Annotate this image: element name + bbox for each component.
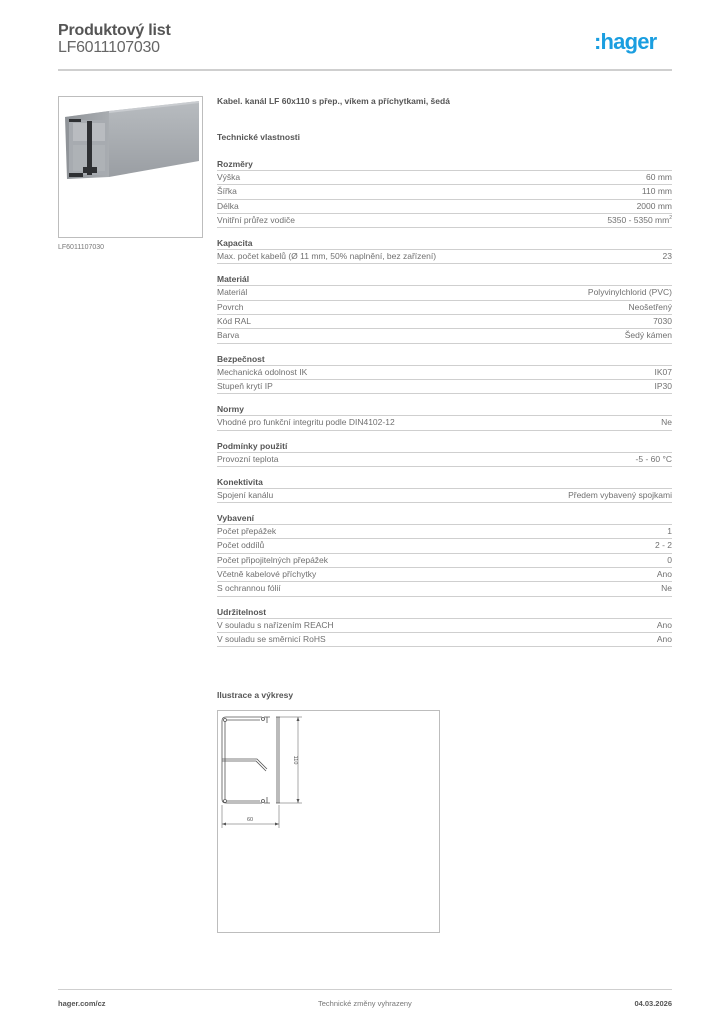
spec-label: Stupeň krytí IP — [217, 380, 273, 391]
spec-section — [217, 273, 672, 343]
spec-label: Včetně kabelové příchytky — [217, 569, 317, 580]
spec-value-text: 2000 mm — [636, 200, 672, 211]
spec-label: Povrch — [217, 301, 244, 312]
spec-label: S ochrannou fólií — [217, 583, 281, 594]
spec-label: Materiál — [217, 287, 248, 298]
spec-value — [625, 329, 672, 342]
spec-value-text: Šedý kámen — [624, 330, 672, 341]
disclaimer: Technické změny vyhrazeny — [318, 999, 412, 1008]
spec-row — [217, 171, 672, 185]
spec-label: Počet oddílů — [217, 540, 265, 551]
height-dimension-label: 110 — [292, 755, 298, 765]
spec-value-text: Ne — [661, 583, 672, 594]
spec-value — [636, 453, 672, 466]
spec-label: Vnitřní průřez vodiče — [217, 214, 295, 225]
spec-value-text: -5 - 60 °C — [635, 453, 672, 464]
spec-row — [217, 214, 672, 228]
spec-label: Šířka — [217, 186, 237, 197]
spec-value — [568, 489, 672, 502]
product-image-caption: LF6011107030 — [58, 244, 105, 251]
spec-row — [217, 185, 672, 199]
spec-section — [217, 606, 672, 648]
document-title: Produktový list — [58, 22, 171, 39]
spec-label: V souladu s nařízením REACH — [217, 619, 334, 630]
spec-section — [217, 440, 672, 467]
spec-row — [217, 301, 672, 315]
spec-label: Vhodné pro funkční integritu podle DIN4102-12 — [217, 417, 395, 428]
spec-label: Výška — [217, 172, 241, 182]
spec-label: Spojení kanálu — [217, 489, 274, 500]
spec-row — [217, 453, 672, 467]
spec-label: Max. počet kabelů (Ø 11 mm, 50% naplnění, bez zařízení) — [217, 251, 437, 262]
spec-row — [217, 200, 672, 214]
spec-value — [655, 366, 673, 379]
spec-section — [217, 403, 672, 430]
spec-value — [667, 525, 672, 538]
product-code-heading: LF6011107030 — [58, 39, 160, 56]
section-title: Udržitelnost — [217, 606, 672, 619]
specifications — [217, 96, 672, 656]
section-title: Podmínky použití — [217, 440, 672, 453]
spec-value-text: 5350 - 5350 mm — [607, 214, 670, 225]
spec-label: Délka — [217, 200, 239, 211]
spec-row — [217, 619, 672, 633]
spec-value — [646, 171, 672, 184]
product-name: Kabel. kanál LF 60x110 s přep., víkem a příchytkami, šedá — [217, 96, 450, 106]
spec-section — [217, 237, 672, 264]
spec-value — [661, 582, 672, 595]
spec-value-text: 1 — [667, 526, 672, 537]
spec-row — [217, 380, 672, 394]
spec-value-text: IK07 — [654, 366, 672, 377]
section-title: Konektivita — [217, 476, 672, 489]
spec-value — [663, 250, 672, 263]
spec-value — [655, 380, 673, 393]
spec-row — [217, 554, 672, 568]
section-title: Materiál — [217, 273, 672, 286]
spec-row — [217, 329, 672, 343]
spec-value — [657, 619, 672, 632]
header-divider — [58, 69, 672, 71]
spec-row — [217, 366, 672, 380]
spec-value-text: Ano — [656, 633, 672, 644]
spec-row — [217, 568, 672, 582]
spec-value — [653, 315, 672, 328]
spec-row — [217, 286, 672, 300]
cross-section-drawing-icon — [218, 711, 441, 934]
superscript: 2 — [669, 215, 672, 222]
spec-section — [217, 353, 672, 395]
spec-value-text: Neošetřený — [628, 301, 672, 312]
spec-section — [217, 476, 672, 503]
spec-value — [629, 301, 672, 314]
spec-value — [667, 554, 672, 567]
spec-row — [217, 525, 672, 539]
spec-value-text: 60 mm — [646, 172, 672, 182]
spec-value — [657, 568, 672, 581]
spec-value-text: Polyvinylchlorid (PVC) — [587, 287, 672, 298]
spec-section — [217, 512, 672, 596]
spec-value-text: 2 - 2 — [654, 540, 672, 551]
illustrations-title: Ilustrace a výkresy — [217, 690, 294, 700]
footer-divider — [58, 989, 672, 990]
technical-drawing — [217, 710, 440, 933]
spec-row — [217, 315, 672, 329]
spec-value — [607, 214, 672, 227]
product-image — [58, 96, 203, 238]
spec-label: Mechanická odolnost IK — [217, 366, 308, 377]
document-date: 04.03.2026 — [634, 999, 672, 1008]
spec-value-text: 0 — [667, 554, 672, 565]
section-title: Normy — [217, 403, 672, 416]
technical-properties-title: Technické vlastnosti — [217, 132, 300, 142]
spec-section — [217, 158, 672, 228]
spec-value-text: IP30 — [654, 380, 672, 391]
spec-sections — [217, 158, 672, 647]
section-title: Vybavení — [217, 512, 672, 525]
spec-value-text: 23 — [662, 251, 672, 262]
spec-value — [657, 633, 672, 646]
spec-label: Provozní teplota — [217, 453, 279, 464]
spec-value — [661, 416, 672, 429]
spec-row — [217, 582, 672, 596]
cable-trunking-photo-icon — [59, 97, 203, 238]
spec-value-text: Předem vybavený spojkami — [568, 489, 672, 500]
section-title: Bezpečnost — [217, 353, 672, 366]
spec-label: V souladu se směrnicí RoHS — [217, 633, 326, 644]
spec-row — [217, 633, 672, 647]
spec-value — [588, 286, 672, 299]
spec-row — [217, 489, 672, 503]
section-title: Rozměry — [217, 158, 672, 171]
spec-value-text: Ano — [656, 619, 672, 630]
spec-value — [637, 200, 672, 213]
spec-value — [655, 539, 672, 552]
spec-label: Barva — [217, 330, 240, 341]
spec-label: Počet připojitelných přepážek — [217, 554, 329, 565]
spec-row — [217, 250, 672, 264]
spec-label: Počet přepážek — [217, 526, 277, 537]
spec-value-text: Ano — [656, 569, 672, 580]
width-dimension-label: 60 — [246, 817, 254, 823]
section-title: Kapacita — [217, 237, 672, 250]
website-link[interactable]: hager.com/cz — [58, 999, 106, 1008]
spec-value-text: 110 mm — [641, 186, 672, 197]
spec-value-text: 7030 — [653, 316, 672, 327]
spec-value — [642, 185, 672, 198]
spec-value-text: Ne — [661, 417, 672, 428]
spec-label: Kód RAL — [217, 316, 252, 327]
spec-row — [217, 416, 672, 430]
spec-row — [217, 539, 672, 553]
hager-logo: :hager — [594, 29, 657, 54]
